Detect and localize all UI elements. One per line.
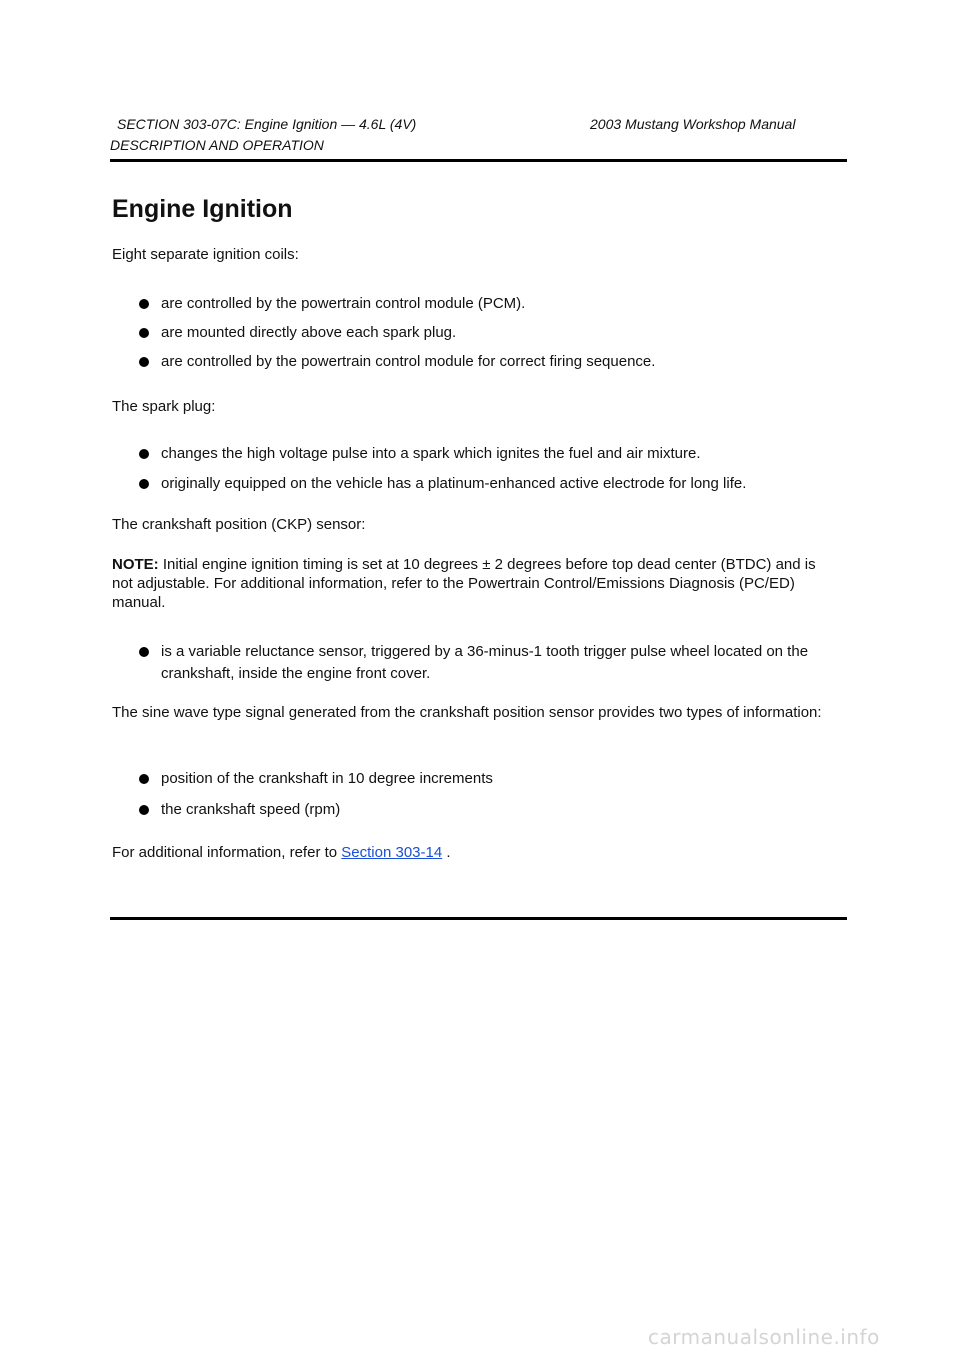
- footer-divider: [110, 917, 847, 920]
- spark-intro: The spark plug:: [112, 398, 216, 415]
- header-section-title: SECTION 303-07C: Engine Ignition — 4.6L (4V): [117, 116, 417, 132]
- ckp-intro: The crankshaft position (CKP) sensor:: [112, 516, 366, 533]
- header-subtitle: DESCRIPTION AND OPERATION: [110, 137, 324, 153]
- list-item: are controlled by the powertrain control module (PCM).: [139, 293, 839, 315]
- bullet-icon: [139, 449, 149, 459]
- note: [112, 555, 837, 612]
- list-item: changes the high voltage pulse into a spark which ignites the fuel and air mixture.: [139, 443, 839, 465]
- bullet-icon: [139, 647, 149, 657]
- section-303-14-link[interactable]: Section 303-14: [341, 844, 443, 861]
- list-item: the crankshaft speed (rpm): [139, 799, 839, 821]
- header-manual-title: 2003 Mustang Workshop Manual: [590, 116, 796, 132]
- bullet-icon: [139, 328, 149, 338]
- list-item: position of the crankshaft in 10 degree increments: [139, 768, 839, 790]
- bullet-icon: [139, 357, 149, 367]
- note-text: Initial engine ignition timing is set at 10 degrees ± 2 degrees before top dead center (BTDC) and is not adjustable. For additional information, refer to the Powertrain Control/Emissions Diagnosis (PC/ED) manual.: [112, 556, 816, 611]
- bullet-icon: [139, 805, 149, 815]
- watermark: carmanualsonline.info: [648, 1325, 880, 1349]
- footer-reference: For additional information, refer to Section 303-14 .: [112, 844, 451, 861]
- list-item: are controlled by the powertrain control module for correct firing sequence.: [139, 351, 839, 373]
- page-title: Engine Ignition: [112, 195, 293, 223]
- list-item: is a variable reluctance sensor, triggered by a 36-minus-1 tooth trigger pulse wheel located on the crankshaft, inside the engine front cover.: [139, 641, 839, 685]
- coils-intro: Eight separate ignition coils:: [112, 246, 299, 263]
- signal-intro: The sine wave type signal generated from the crankshaft position sensor provides two types of information:: [112, 704, 822, 721]
- note-label: NOTE:: [112, 556, 159, 573]
- list-item: originally equipped on the vehicle has a platinum-enhanced active electrode for long life.: [139, 473, 839, 495]
- header-divider: [110, 159, 847, 162]
- bullet-icon: [139, 479, 149, 489]
- bullet-icon: [139, 299, 149, 309]
- list-item: are mounted directly above each spark plug.: [139, 322, 839, 344]
- bullet-icon: [139, 774, 149, 784]
